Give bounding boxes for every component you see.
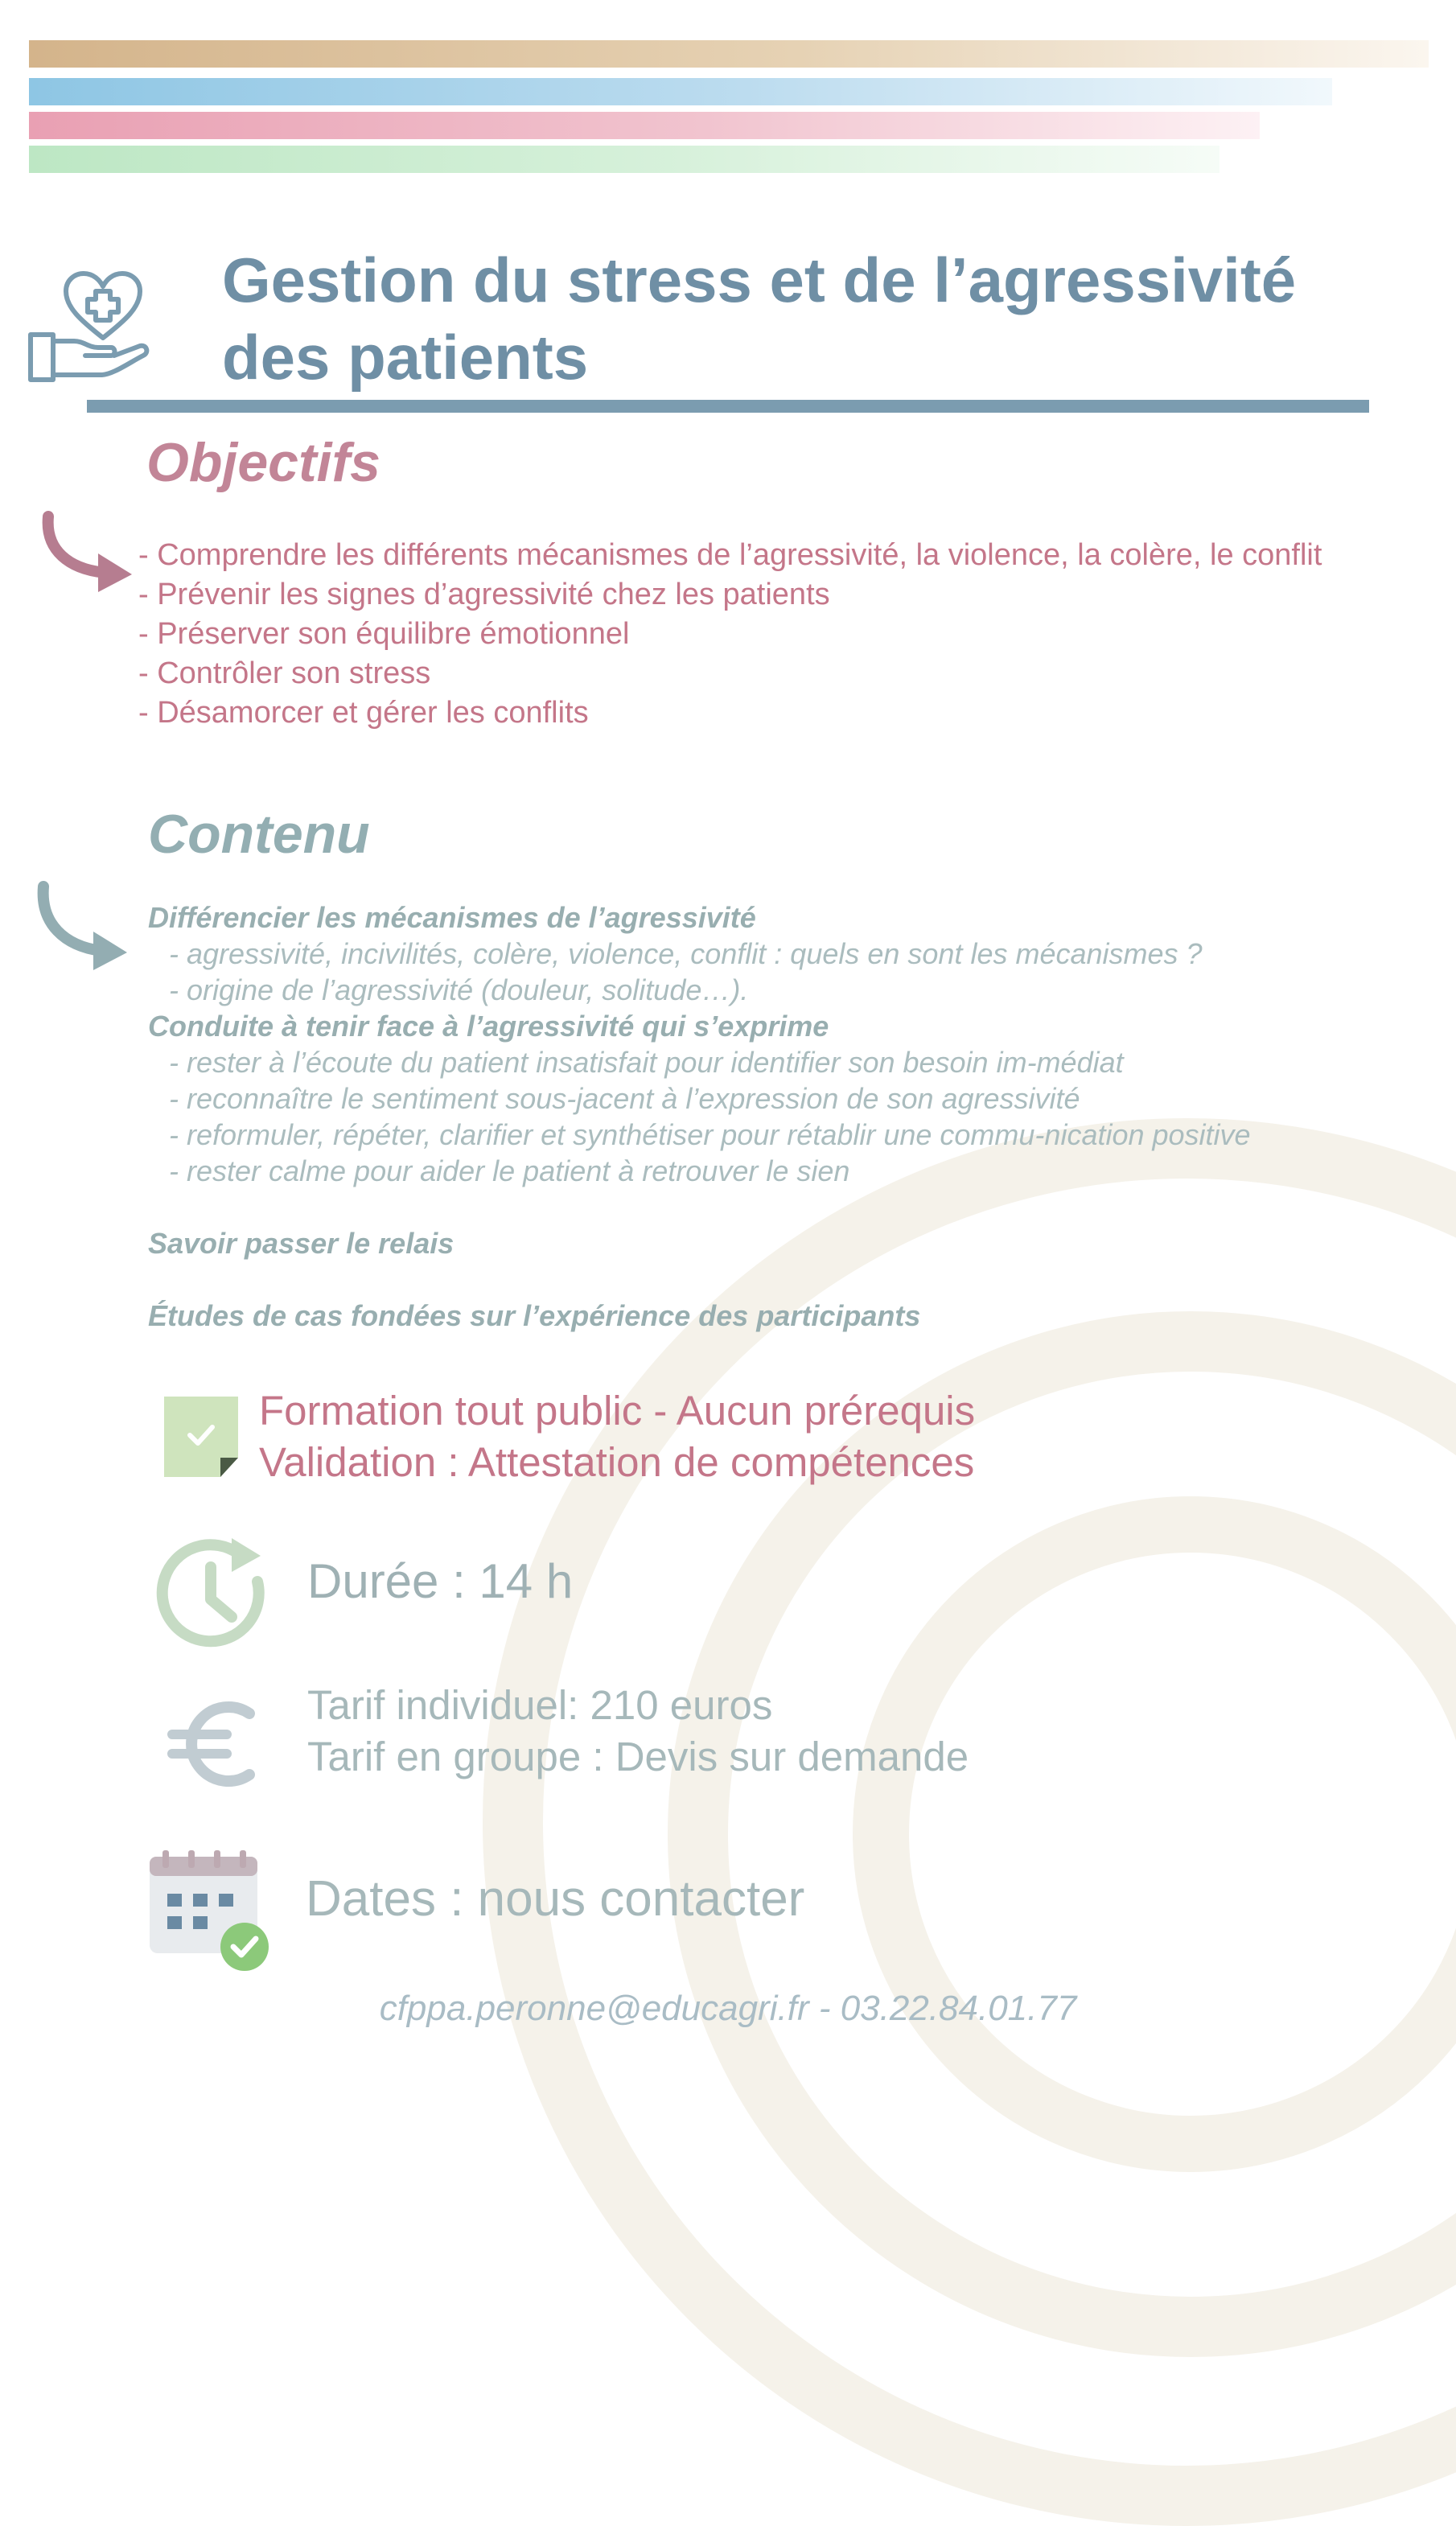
tarif-info (307, 1680, 969, 1783)
public-text: Formation tout public - Aucun prérequis (259, 1388, 976, 1434)
contenu-item: - reformuler, répéter, clarifier et synthétiser pour rétablir une commu-nication positive (169, 1118, 1251, 1151)
heart-hand-icon (24, 257, 153, 386)
duree-text: Durée : 14 h (307, 1554, 574, 1608)
tarif-groupe-text: Tarif en groupe : Devis sur demande (307, 1734, 969, 1779)
objectif-item: - Désamorcer et gérer les conflits (138, 696, 589, 730)
document-check-icon (161, 1393, 241, 1480)
curved-arrow-icon (37, 508, 142, 605)
contenu-heading: Contenu (148, 804, 370, 865)
dates-text: Dates : nous contacter (306, 1871, 805, 1927)
contenu-block (148, 899, 1387, 1334)
page-title: Gestion du stress et de l’agressivité des patients (222, 245, 1297, 393)
contenu-item: - agressivité, incivilités, colère, violence, conflit : quels en sont les mécanismes ? (169, 937, 1203, 970)
euro-icon (166, 1696, 262, 1792)
decorative-stripe-blue (29, 78, 1332, 105)
calendar-check-icon (145, 1847, 274, 1976)
contenu-item: - origine de l’agressivité (douleur, solitude…). (169, 973, 749, 1006)
contenu-item: - rester à l’écoute du patient insatisfait pour identifier son besoin im-médiat (169, 1046, 1124, 1079)
objectifs-heading: Objectifs (146, 432, 380, 493)
objectif-item: - Comprendre les différents mécanismes de l’agressivité, la violence, la colère, le conflit (138, 538, 1322, 572)
objectif-item: - Contrôler son stress (138, 656, 431, 690)
validation-text: Validation : Attestation de compétences (259, 1439, 975, 1485)
contact-line: cfppa.peronne@educagri.fr - 03.22.84.01.77 (379, 1989, 1077, 2028)
contenu-item: - reconnaître le sentiment sous-jacent à l’expression de son agressivité (169, 1082, 1080, 1115)
tarif-individuel-text: Tarif individuel: 210 euros (307, 1682, 773, 1728)
decorative-stripe-green (29, 146, 1220, 173)
contenu-item: - rester calme pour aider le patient à retrouver le sien (169, 1154, 850, 1187)
curved-arrow-icon (32, 878, 137, 983)
decorative-stripe-tan (29, 40, 1429, 68)
title-underline (87, 400, 1369, 413)
objectifs-list (138, 536, 1377, 733)
contenu-section-title: Études de cas fondées sur l’expérience des participants (148, 1299, 921, 1332)
contenu-section-title: Conduite à tenir face à l’agressivité qui s’exprime (148, 1010, 829, 1043)
objectif-item: - Prévenir les signes d’agressivité chez les patients (138, 578, 830, 611)
formation-info (259, 1385, 975, 1488)
contenu-section-title: Savoir passer le relais (148, 1227, 454, 1260)
clock-icon (154, 1533, 275, 1654)
objectif-item: - Préserver son équilibre émotionnel (138, 617, 630, 651)
contenu-section-title: Différencier les mécanismes de l’agressivité (148, 901, 756, 934)
decorative-stripe-pink (29, 112, 1260, 139)
